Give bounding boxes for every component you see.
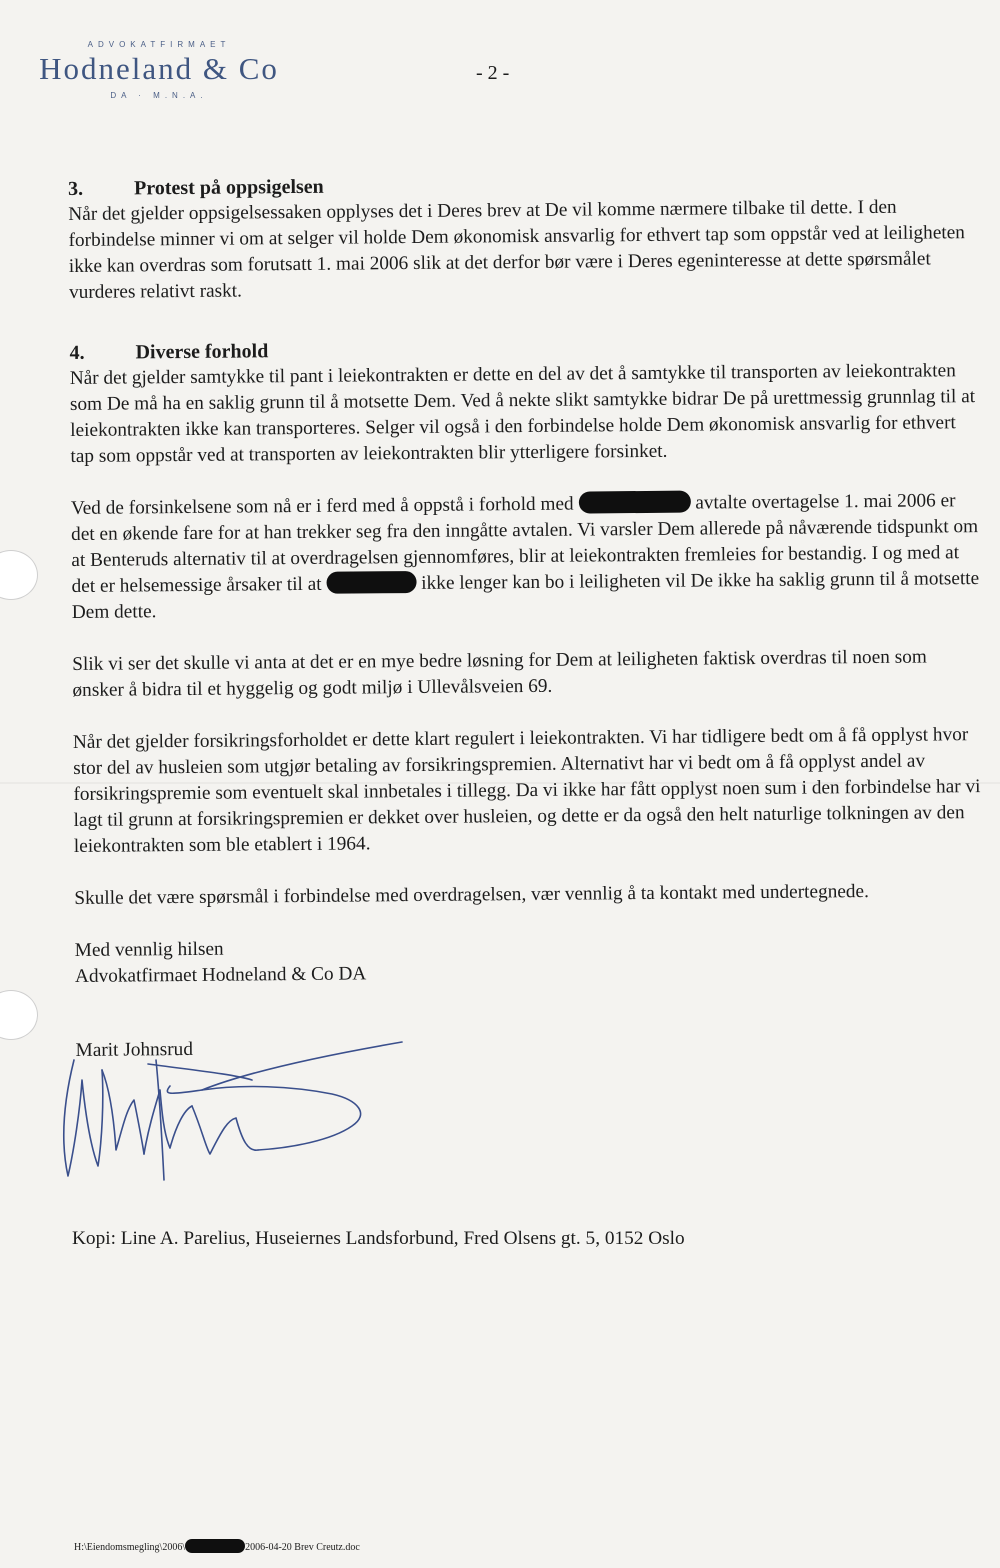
file-path-start: H:\Eiendomsmegling\2006\: [74, 1542, 186, 1553]
signoff-name: Marit Johnsrud: [75, 1038, 194, 1061]
handwritten-signature: [52, 1030, 432, 1190]
section-4-text: Når det gjelder samtykke til pant i leiekontrakten er dette en del av det å samtykke til transporten av leiekontrakten som De må ha en saklig grunn til å motsette Dem. Ved å nekte slikt samtykke bidrar De på urettmessig grunnlag til at leiekontrakten ikke kan transporteres. Selger vil også i den forbindelse holde Dem økonomisk ansvarlig for ethvert tap som oppstår ved at transporten av leiekontrakten blir ytterligere forsinket.: [69, 360, 976, 467]
section-3-title: Protest på oppsigelsen: [134, 175, 324, 200]
redaction-mark: [326, 571, 416, 594]
page-number: - 2 -: [476, 62, 510, 84]
paragraph-contact: Skulle det være spørsmål i forbindelse med overdragelsen, vær vennlig å ta kontakt med undertegnede.: [74, 881, 869, 909]
redaction-mark: [185, 1539, 245, 1553]
section-4-title: Diverse forhold: [135, 340, 269, 364]
paragraph-better-solution: Slik vi ser det skulle vi anta at det er en mye bedre løsning for Dem at leiligheten faktisk overdras til noen som ønsker å bidra til et hyggelig og godt miljø i Ullevålsveien 69.: [72, 646, 927, 701]
punch-hole: [0, 990, 38, 1040]
punch-hole: [0, 550, 38, 600]
paragraph-delay-part-2: avtalte overtagelse 1. mai 2006 er det en økende fare for at han trekker seg fra den inngåtte avtalen. Vi varsler Dem allerede på nåværende tidspunkt om at Benteruds alternativ til at overdragelsen gjennomføres, blir at leiekontrakten fremleies for bestandig. I og med at det er helsemessige årsaker til at: [71, 490, 979, 597]
letterhead: [14, 40, 304, 100]
paragraph-insurance: Når det gjelder forsikringsforholdet er dette klart regulert i leiekontrakten. Vi har tidligere bedt om å få opplyst hvor stor del av husleien som utgjør betaling av forsikringspremien. Alternativt har vi bedt om å få opplyst andel av forsikringspremie som eventuelt skal innbetales i tillegg. Da vi ikke har fått opplyst noen sum i den forbindelse har vi lagt til grunn at forsikringspremien er dekket over husleien, og dette er da også den helt naturlige tolkningen av den leiekontrakten som ble etablert i 1964.: [72, 724, 981, 857]
paragraph-delay: [71, 488, 982, 626]
signoff-firm: Advokatfirmaet Hodneland & Co DA: [74, 963, 367, 987]
paragraph-delay-part-1: Ved de forsinkelsene som nå er i ferd med å oppstå i forhold med: [70, 493, 574, 519]
letterhead-firm-suffix: DA · M.N.A.: [110, 91, 208, 100]
paragraph-delay-part-3: ikke lenger kan bo i leiligheten vil De ikke ha saklig grunn til å motsette Dem dette.: [71, 568, 980, 623]
letterhead-firm-name: Hodneland & Co: [39, 51, 279, 86]
letterhead-firm-type: ADVOKATFIRMAET: [87, 40, 231, 49]
section-4-number: 4.: [69, 341, 85, 364]
file-path-footer: [74, 1539, 360, 1553]
signoff-greeting: Med vennlig hilsen: [74, 938, 224, 961]
section-3-text: Når det gjelder oppsigelsessaken opplyses det i Deres brev at De vil komme nærmere tilbake til dette. I den forbindelse minner vi om at selger vil holde Dem økonomisk ansvarlig for ethvert tap som oppstår ved at leiligheten ikke kan overdras som forutsatt 1. mai 2006 slik at det derfor bør være i Deres egeninteresse at dette spørsmålet vurderes relativt raskt.: [68, 196, 965, 303]
copy-recipients: Kopi: Line A. Parelius, Huseiernes Landsforbund, Fred Olsens gt. 5, 0152 Oslo: [72, 1228, 685, 1249]
redaction-mark: [578, 491, 690, 514]
letter-body: [68, 168, 986, 1064]
section-3-number: 3.: [68, 177, 84, 200]
file-path-end: 2006-04-20 Brev Creutz.doc: [245, 1542, 360, 1553]
